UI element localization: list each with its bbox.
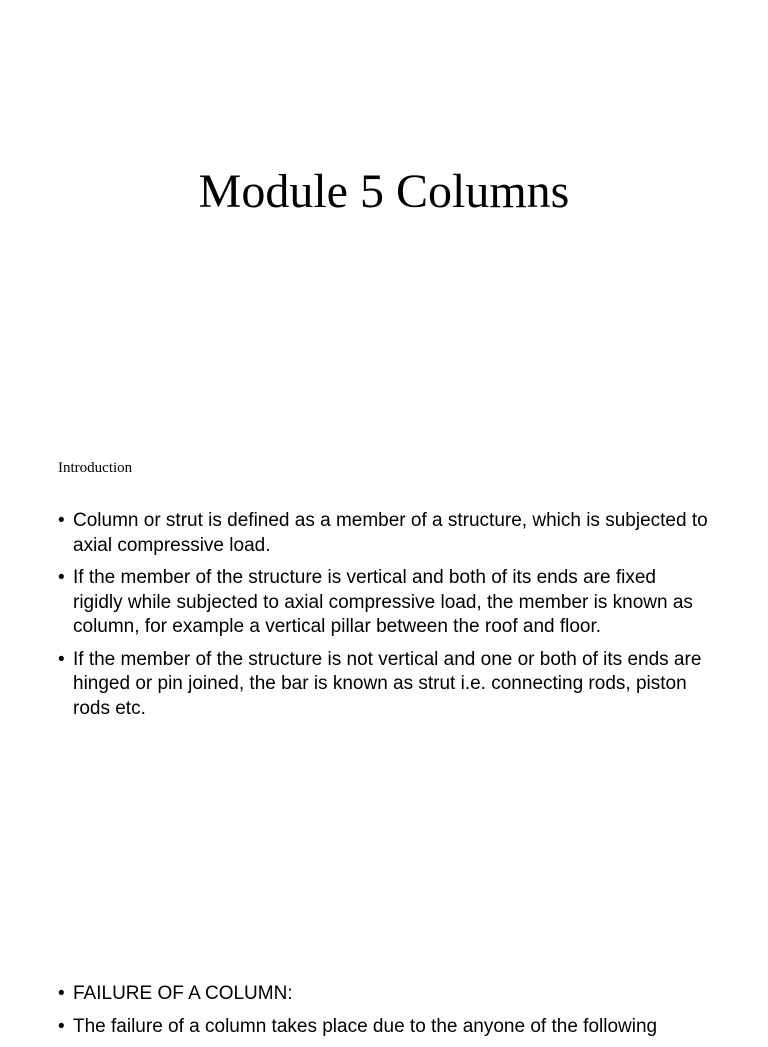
section-heading-introduction: Introduction	[58, 460, 133, 476]
bullet-icon: •	[58, 510, 65, 531]
slide-title: Module 5 Columns	[198, 165, 570, 218]
list-item	[58, 982, 708, 1007]
bullet-icon: •	[58, 648, 65, 670]
failure-bullet-list	[58, 982, 708, 1047]
bullet-text: If the member of the structure is vertical and both of its ends are fixed rigidly while subjected to axial compressive load, the member is known as column, for example a vertical pillar between the roof and floor.	[73, 567, 693, 637]
bullet-icon: •	[58, 983, 65, 1004]
bullet-text: The failure of a column takes place due to the anyone of the following	[73, 1015, 658, 1037]
bullet-text: Column or strut is defined as a member of a structure, which is subjected to axial compressive load.	[73, 510, 708, 556]
introduction-bullet-list	[58, 509, 708, 729]
list-item	[58, 648, 708, 722]
list-item	[58, 566, 708, 640]
list-item	[58, 1015, 708, 1040]
bullet-text: If the member of the structure is not vertical and one or both of its ends are hinged or pin joined, the bar is known as strut i.e. connecting rods, piston rods etc.	[73, 648, 702, 719]
bullet-icon: •	[58, 1015, 65, 1037]
bullet-text: FAILURE OF A COLUMN:	[73, 983, 293, 1004]
list-item	[58, 509, 708, 558]
bullet-icon: •	[58, 567, 65, 588]
